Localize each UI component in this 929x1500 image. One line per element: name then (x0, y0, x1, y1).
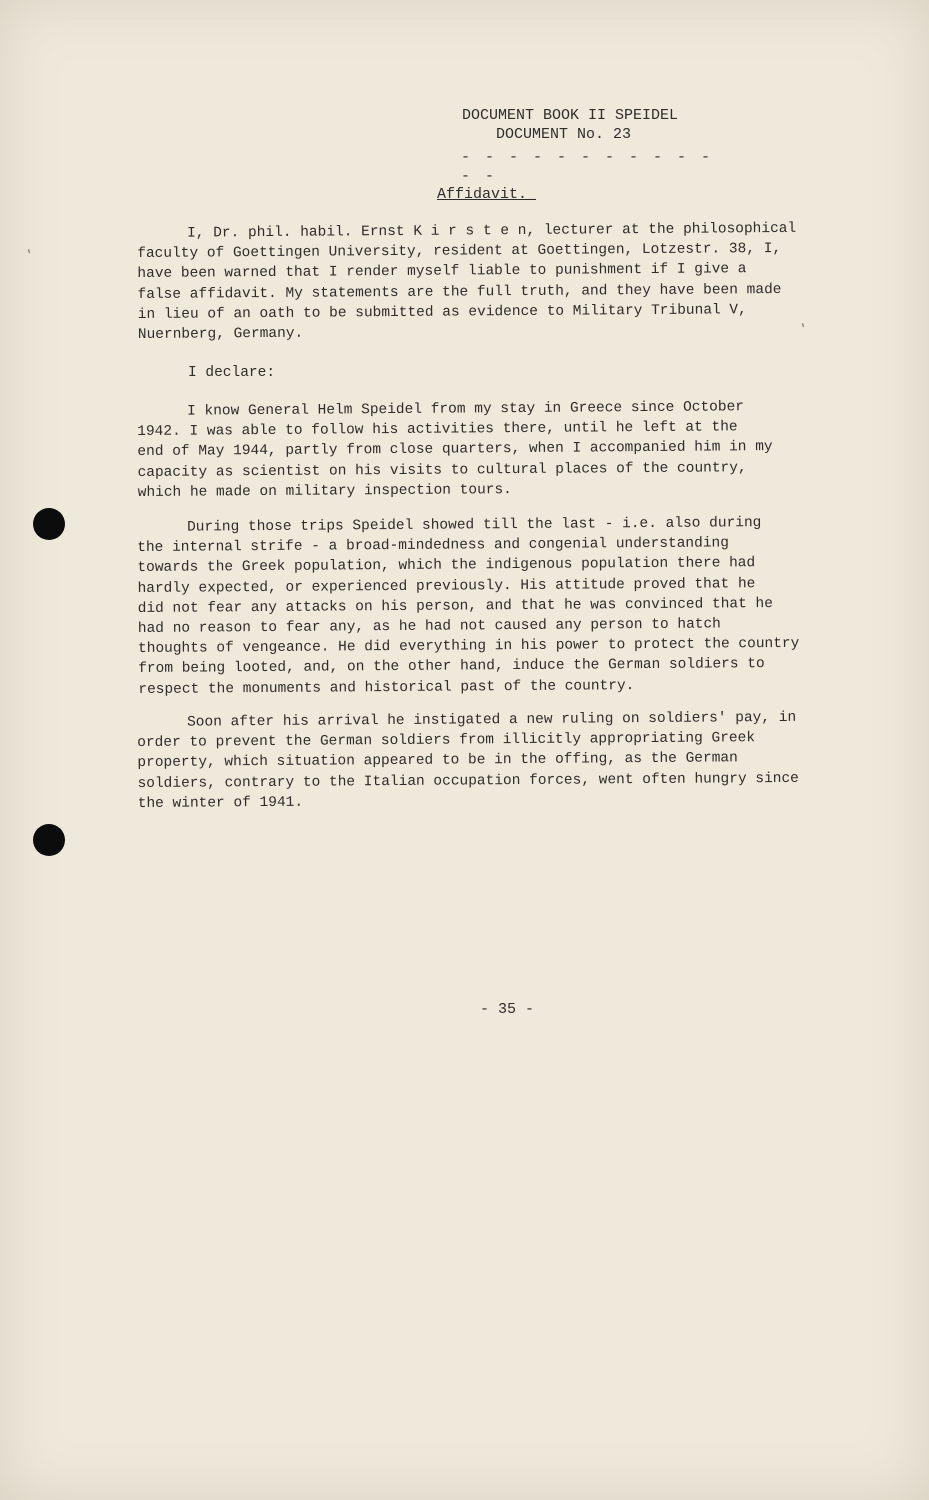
paragraph-trips (137, 512, 873, 700)
paragraph-line: which he made on military inspection tours. (137, 481, 512, 501)
paragraph-line: capacity as scientist on his visits to cultural places of the country, (137, 459, 747, 481)
page-number: - 35 - (480, 1001, 535, 1018)
stray-mark: ' (24, 247, 35, 263)
document-header (458, 106, 718, 186)
paragraph-line: have been warned that I render myself liable to punishment if I give a (137, 261, 747, 283)
paragraph-line: 1942. I was able to follow his activities there, until he left at the (137, 419, 738, 441)
paragraph-line: I, Dr. phil. habil. Ernst K i r s t e n, lecturer at the philosophical (187, 220, 797, 242)
paragraph-line: false affidavit. My statements are the full truth, and they have been made (137, 281, 782, 303)
paragraph-line: end of May 1944, partly from close quarters, when I accompanied him in my (137, 439, 773, 461)
paragraph-line: the internal strife - a broad-mindedness and congenial understanding (137, 535, 729, 557)
declaration-heading: I declare: (188, 365, 276, 381)
affidavit-title: Affidavit._ (437, 186, 537, 203)
paragraph-line: I know General Helm Speidel from my stay in Greece since October (187, 399, 745, 420)
paragraph-line: property, which situation appeared to be in the offing, as the German (137, 750, 738, 772)
paragraph-line: did not fear any attacks on his person, and that he was convinced that he (137, 595, 773, 617)
paragraph-line: had no reason to fear any, as he had not caused any person to hatch (137, 616, 721, 638)
punch-hole-top (33, 508, 65, 540)
paragraph-line: Nuernberg, Germany. (137, 325, 304, 344)
paragraph-line: towards the Greek population, which the indigenous population there had (137, 555, 756, 577)
paragraph-line: from being looted, and, on the other hand, induce the German soldiers to (138, 656, 765, 678)
paragraph-line: order to prevent the German soldiers from illicitly appropriating Greek (137, 730, 756, 752)
stray-mark: ' (798, 321, 809, 337)
paragraph-line: in lieu of an oath to be submitted as evidence to Military Tribunal V, (137, 302, 747, 323)
paragraph-intro (137, 218, 873, 345)
header-rule: - - - - - - - - - - - - - (461, 149, 714, 185)
paragraph-knowledge (137, 396, 873, 503)
paragraph-line: the winter of 1941. (137, 794, 304, 812)
paragraph-line: During those trips Speidel showed till the last - i.e. also during (187, 515, 762, 536)
paragraph-line: hardly expected, or experienced previously. His attitude proved that he (137, 575, 756, 597)
document-number-label: DOCUMENT No. 23 (496, 126, 632, 143)
paragraph-line: thoughts of vengeance. He did everything in his power to protect the country (137, 636, 800, 658)
paragraph-line: soldiers, contrary to the Italian occupation forces, went often hungry since (137, 770, 799, 792)
paragraph-line: Soon after his arrival he instigated a new ruling on soldiers' pay, in (187, 709, 797, 731)
paragraph-line: faculty of Goettingen University, resident at Goettingen, Lotzestr. 38, I, (137, 241, 782, 263)
paragraph-line: respect the monuments and historical past of the country. (138, 677, 635, 698)
punch-hole-bottom (33, 824, 65, 856)
document-book-label: DOCUMENT BOOK II SPEIDEL (462, 107, 679, 124)
paragraph-ruling (137, 707, 873, 814)
